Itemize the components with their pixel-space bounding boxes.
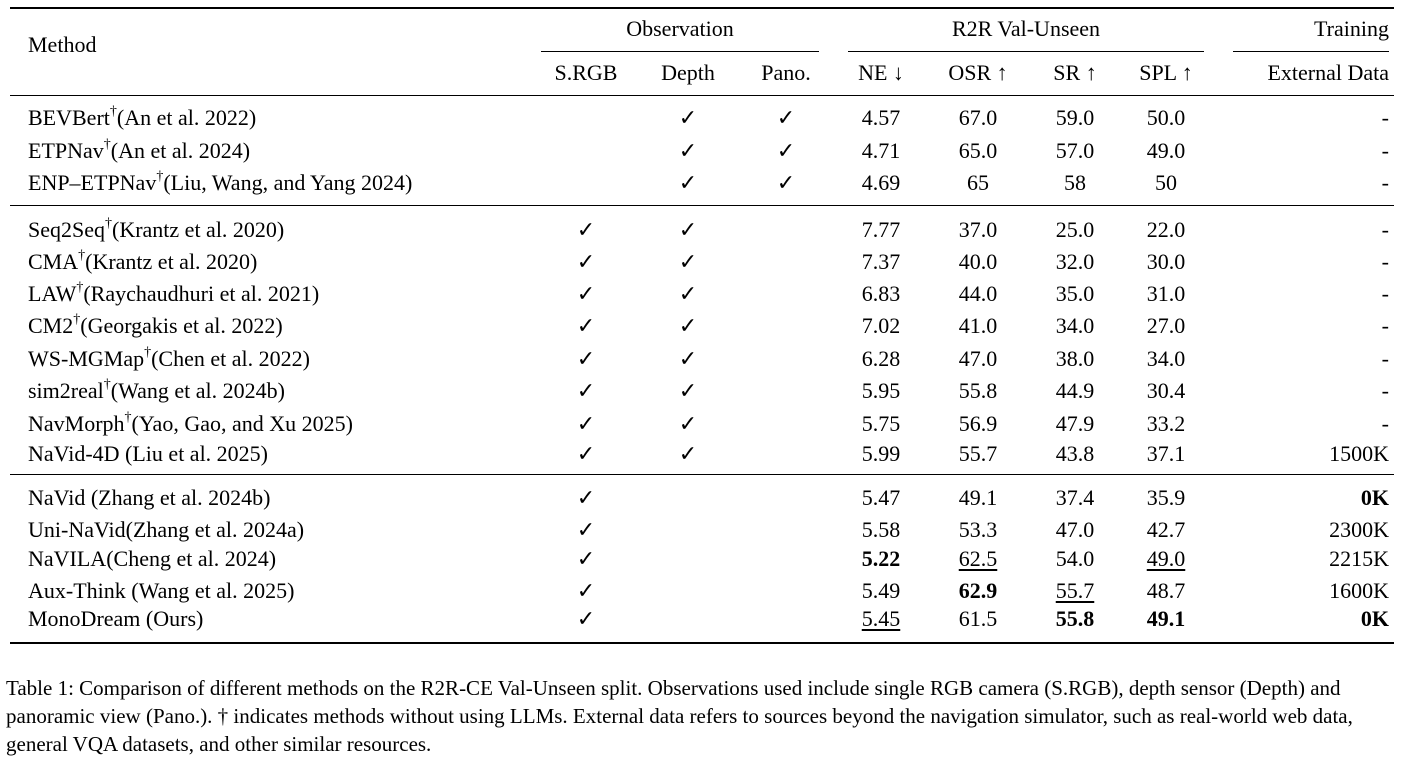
method-name: CMA bbox=[28, 249, 79, 274]
spl-cell: 34.0 bbox=[1146, 346, 1186, 371]
osr-cell: 55.8 bbox=[958, 378, 998, 403]
method-name: LAW bbox=[28, 281, 77, 306]
method-citation: (Raychaudhuri et al. 2021) bbox=[83, 281, 320, 306]
header-osr: OSR ↑ bbox=[948, 60, 1008, 85]
srgb-cell: ✓ bbox=[576, 411, 596, 436]
sr-cell: 47.0 bbox=[1055, 517, 1095, 542]
spl-cell: 49.0 bbox=[1146, 546, 1186, 571]
ext-cell: - bbox=[1381, 138, 1389, 163]
sr-cell: 58 bbox=[1064, 170, 1086, 195]
ext-cell: 2215K bbox=[1329, 546, 1389, 571]
ext-cell: - bbox=[1381, 346, 1389, 371]
srgb-cell: ✓ bbox=[576, 281, 596, 306]
spl-cell: 50.0 bbox=[1146, 105, 1186, 130]
spl-cell: 50 bbox=[1155, 170, 1177, 195]
depth-cell: ✓ bbox=[678, 378, 698, 403]
sr-cell: 55.8 bbox=[1055, 606, 1095, 631]
header-ne: NE ↓ bbox=[858, 60, 904, 85]
method-name: NavMorph bbox=[28, 411, 125, 436]
sr-cell: 55.7 bbox=[1055, 578, 1095, 603]
header-sr: SR ↑ bbox=[1053, 60, 1097, 85]
dagger-mark: † bbox=[103, 376, 111, 392]
header-observation: Observation bbox=[626, 16, 734, 41]
ext-cell: 1500K bbox=[1329, 441, 1389, 466]
spl-cell: 42.7 bbox=[1146, 517, 1186, 542]
header-depth: Depth bbox=[661, 60, 715, 85]
method-cell bbox=[28, 485, 270, 511]
method-cell bbox=[28, 281, 319, 307]
method-citation: (Cheng et al. 2024) bbox=[106, 546, 277, 571]
method-cell bbox=[28, 546, 276, 572]
spl-cell: 37.1 bbox=[1146, 441, 1186, 466]
ne-cell: 6.83 bbox=[861, 281, 901, 306]
method-name: CM2 bbox=[28, 313, 74, 338]
ext-cell: 0K bbox=[1360, 485, 1389, 510]
sr-cell: 54.0 bbox=[1055, 546, 1095, 571]
ne-cell: 5.22 bbox=[861, 546, 901, 571]
method-name: Uni-NaVid bbox=[28, 517, 126, 542]
method-name: MonoDream bbox=[28, 606, 141, 631]
pano-cell: ✓ bbox=[776, 138, 796, 163]
method-cell bbox=[28, 606, 203, 632]
srgb-cell: ✓ bbox=[576, 346, 596, 371]
ext-cell: - bbox=[1381, 411, 1389, 436]
method-cell bbox=[28, 138, 250, 164]
spl-cell: 31.0 bbox=[1146, 281, 1186, 306]
header-external: External Data bbox=[1267, 60, 1389, 85]
sr-cell: 35.0 bbox=[1055, 281, 1095, 306]
srgb-cell: ✓ bbox=[576, 249, 596, 274]
method-citation: (Krantz et al. 2020) bbox=[112, 217, 285, 242]
method-cell bbox=[28, 378, 285, 404]
ne-cell: 5.49 bbox=[861, 578, 901, 603]
pano-cell: ✓ bbox=[776, 170, 796, 195]
group1-rule bbox=[10, 205, 1394, 206]
spl-cell: 49.1 bbox=[1146, 606, 1186, 631]
osr-cell: 41.0 bbox=[958, 313, 998, 338]
ne-cell: 5.75 bbox=[861, 411, 901, 436]
spl-cell: 48.7 bbox=[1146, 578, 1186, 603]
method-name: NaVid bbox=[28, 485, 86, 510]
dagger-mark: † bbox=[105, 215, 112, 231]
osr-cell: 44.0 bbox=[958, 281, 998, 306]
sr-cell: 57.0 bbox=[1055, 138, 1095, 163]
method-citation: (Krantz et al. 2020) bbox=[85, 249, 258, 274]
group2-rule bbox=[10, 474, 1394, 475]
ne-cell: 5.95 bbox=[861, 378, 901, 403]
osr-cell: 47.0 bbox=[958, 346, 998, 371]
method-cell bbox=[28, 441, 268, 467]
osr-cell: 55.7 bbox=[958, 441, 998, 466]
header-r2r: R2R Val-Unseen bbox=[951, 16, 1101, 41]
dagger-mark: † bbox=[73, 311, 81, 327]
spl-cell: 35.9 bbox=[1146, 485, 1186, 510]
ext-cell: - bbox=[1381, 249, 1389, 274]
method-name: Aux-Think bbox=[28, 578, 126, 603]
ext-cell: 0K bbox=[1360, 606, 1389, 631]
srgb-cell: ✓ bbox=[576, 313, 596, 338]
table-caption: Table 1: Comparison of different methods on the R2R-CE Val-Unseen split. Observations used include single RGB camera (S.RGB), depth sensor (Depth) and panoramic view (Pano.). † indicates methods without using LLMs. External data refers to sources beyond the navigation simulator, such as real-world web data, general VQA datasets, and other similar resources. bbox=[6, 676, 1353, 756]
osr-cell: 56.9 bbox=[958, 411, 998, 436]
method-name: NaVILA bbox=[28, 546, 107, 571]
method-cell bbox=[28, 217, 284, 243]
depth-cell: ✓ bbox=[678, 313, 698, 338]
method-citation: (Chen et al. 2022) bbox=[151, 346, 310, 371]
sr-cell: 59.0 bbox=[1055, 105, 1095, 130]
osr-cell: 53.3 bbox=[958, 517, 998, 542]
method-citation: (Georgakis et al. 2022) bbox=[80, 313, 283, 338]
dagger-mark: † bbox=[124, 409, 132, 425]
dagger-mark: † bbox=[103, 136, 111, 152]
sr-cell: 43.8 bbox=[1055, 441, 1095, 466]
depth-cell: ✓ bbox=[678, 346, 698, 371]
osr-cell: 65 bbox=[967, 170, 989, 195]
method-name: sim2real bbox=[28, 378, 104, 403]
dagger-mark: † bbox=[144, 344, 152, 360]
ext-cell: - bbox=[1381, 170, 1389, 195]
ne-cell: 4.71 bbox=[861, 138, 901, 163]
spl-cell: 22.0 bbox=[1146, 217, 1186, 242]
ne-cell: 5.58 bbox=[861, 517, 901, 542]
method-cell bbox=[28, 346, 310, 372]
srgb-cell: ✓ bbox=[576, 485, 596, 510]
method-name: NaVid-4D bbox=[28, 441, 120, 466]
spl-cell: 30.0 bbox=[1146, 249, 1186, 274]
osr-cell: 37.0 bbox=[958, 217, 998, 242]
header-training: Training bbox=[1314, 16, 1389, 41]
spl-cell: 30.4 bbox=[1146, 378, 1186, 403]
method-cell bbox=[28, 578, 294, 604]
ne-cell: 4.57 bbox=[861, 105, 901, 130]
ne-cell: 7.37 bbox=[861, 249, 901, 274]
spl-cell: 33.2 bbox=[1146, 411, 1186, 436]
observation-group-rule bbox=[541, 51, 819, 52]
sr-cell: 32.0 bbox=[1055, 249, 1095, 274]
srgb-cell: ✓ bbox=[576, 578, 596, 603]
ne-cell: 5.45 bbox=[861, 606, 901, 631]
method-cell bbox=[28, 170, 412, 196]
sr-cell: 25.0 bbox=[1055, 217, 1095, 242]
method-citation: (An et al. 2022) bbox=[116, 105, 257, 130]
pano-cell: ✓ bbox=[776, 105, 796, 130]
dagger-mark: † bbox=[78, 247, 86, 263]
osr-cell: 49.1 bbox=[958, 485, 998, 510]
srgb-cell: ✓ bbox=[576, 606, 596, 631]
srgb-cell: ✓ bbox=[576, 517, 596, 542]
method-citation: (Wang et al. 2024b) bbox=[110, 378, 285, 403]
spl-cell: 49.0 bbox=[1146, 138, 1186, 163]
dagger-mark: † bbox=[76, 279, 84, 295]
ext-cell: - bbox=[1381, 313, 1389, 338]
header-spl: SPL ↑ bbox=[1139, 60, 1193, 85]
osr-cell: 61.5 bbox=[958, 606, 998, 631]
ext-cell: - bbox=[1381, 378, 1389, 403]
ne-cell: 7.77 bbox=[861, 217, 901, 242]
ext-cell: - bbox=[1381, 281, 1389, 306]
osr-cell: 40.0 bbox=[958, 249, 998, 274]
method-name: WS-MGMap bbox=[28, 346, 145, 371]
depth-cell: ✓ bbox=[678, 441, 698, 466]
sr-cell: 34.0 bbox=[1055, 313, 1095, 338]
ext-cell: - bbox=[1381, 217, 1389, 242]
header-rule bbox=[10, 95, 1394, 96]
method-cell bbox=[28, 105, 256, 131]
ne-cell: 4.69 bbox=[861, 170, 901, 195]
method-citation: (Yao, Gao, and Xu 2025) bbox=[131, 411, 353, 436]
training-group-rule bbox=[1233, 51, 1389, 52]
depth-cell: ✓ bbox=[678, 411, 698, 436]
sr-cell: 47.9 bbox=[1055, 411, 1095, 436]
ne-cell: 5.47 bbox=[861, 485, 901, 510]
spl-cell: 27.0 bbox=[1146, 313, 1186, 338]
depth-cell: ✓ bbox=[678, 249, 698, 274]
dagger-mark: † bbox=[156, 168, 164, 184]
sr-cell: 37.4 bbox=[1055, 485, 1095, 510]
method-name: BEVBert bbox=[28, 105, 110, 130]
method-citation: (Zhang et al. 2024a) bbox=[125, 517, 305, 542]
method-citation: (Zhang et al. 2024b) bbox=[85, 485, 271, 510]
method-cell bbox=[28, 517, 304, 543]
depth-cell: ✓ bbox=[678, 217, 698, 242]
method-cell bbox=[28, 249, 257, 275]
header-pano: Pano. bbox=[761, 60, 811, 85]
depth-cell: ✓ bbox=[678, 281, 698, 306]
srgb-cell: ✓ bbox=[576, 378, 596, 403]
ne-cell: 5.99 bbox=[861, 441, 901, 466]
srgb-cell: ✓ bbox=[576, 217, 596, 242]
sr-cell: 44.9 bbox=[1055, 378, 1095, 403]
ext-cell: - bbox=[1381, 105, 1389, 130]
sr-cell: 38.0 bbox=[1055, 346, 1095, 371]
ne-cell: 7.02 bbox=[861, 313, 901, 338]
osr-cell: 62.5 bbox=[958, 546, 998, 571]
depth-cell: ✓ bbox=[678, 138, 698, 163]
method-name: ENP–ETPNav bbox=[28, 170, 157, 195]
osr-cell: 65.0 bbox=[958, 138, 998, 163]
method-citation: (Wang et al. 2025) bbox=[125, 578, 295, 603]
method-citation: (Ours) bbox=[140, 606, 204, 631]
bottom-rule bbox=[10, 642, 1394, 644]
method-cell bbox=[28, 411, 353, 437]
ne-cell: 6.28 bbox=[861, 346, 901, 371]
method-citation: (An et al. 2024) bbox=[110, 138, 251, 163]
ext-cell: 2300K bbox=[1329, 517, 1389, 542]
method-name: Seq2Seq bbox=[28, 217, 105, 242]
ext-cell: 1600K bbox=[1329, 578, 1389, 603]
header-srgb: S.RGB bbox=[554, 60, 618, 85]
depth-cell: ✓ bbox=[678, 105, 698, 130]
r2r-group-rule bbox=[848, 51, 1204, 52]
srgb-cell: ✓ bbox=[576, 441, 596, 466]
method-citation: (Liu, Wang, and Yang 2024) bbox=[163, 170, 413, 195]
method-name: ETPNav bbox=[28, 138, 104, 163]
method-cell bbox=[28, 313, 283, 339]
depth-cell: ✓ bbox=[678, 170, 698, 195]
header-method: Method bbox=[28, 32, 97, 57]
top-rule bbox=[10, 7, 1394, 9]
osr-cell: 67.0 bbox=[958, 105, 998, 130]
srgb-cell: ✓ bbox=[576, 546, 596, 571]
dagger-mark: † bbox=[109, 103, 117, 119]
method-citation: (Liu et al. 2025) bbox=[119, 441, 269, 466]
osr-cell: 62.9 bbox=[958, 578, 998, 603]
